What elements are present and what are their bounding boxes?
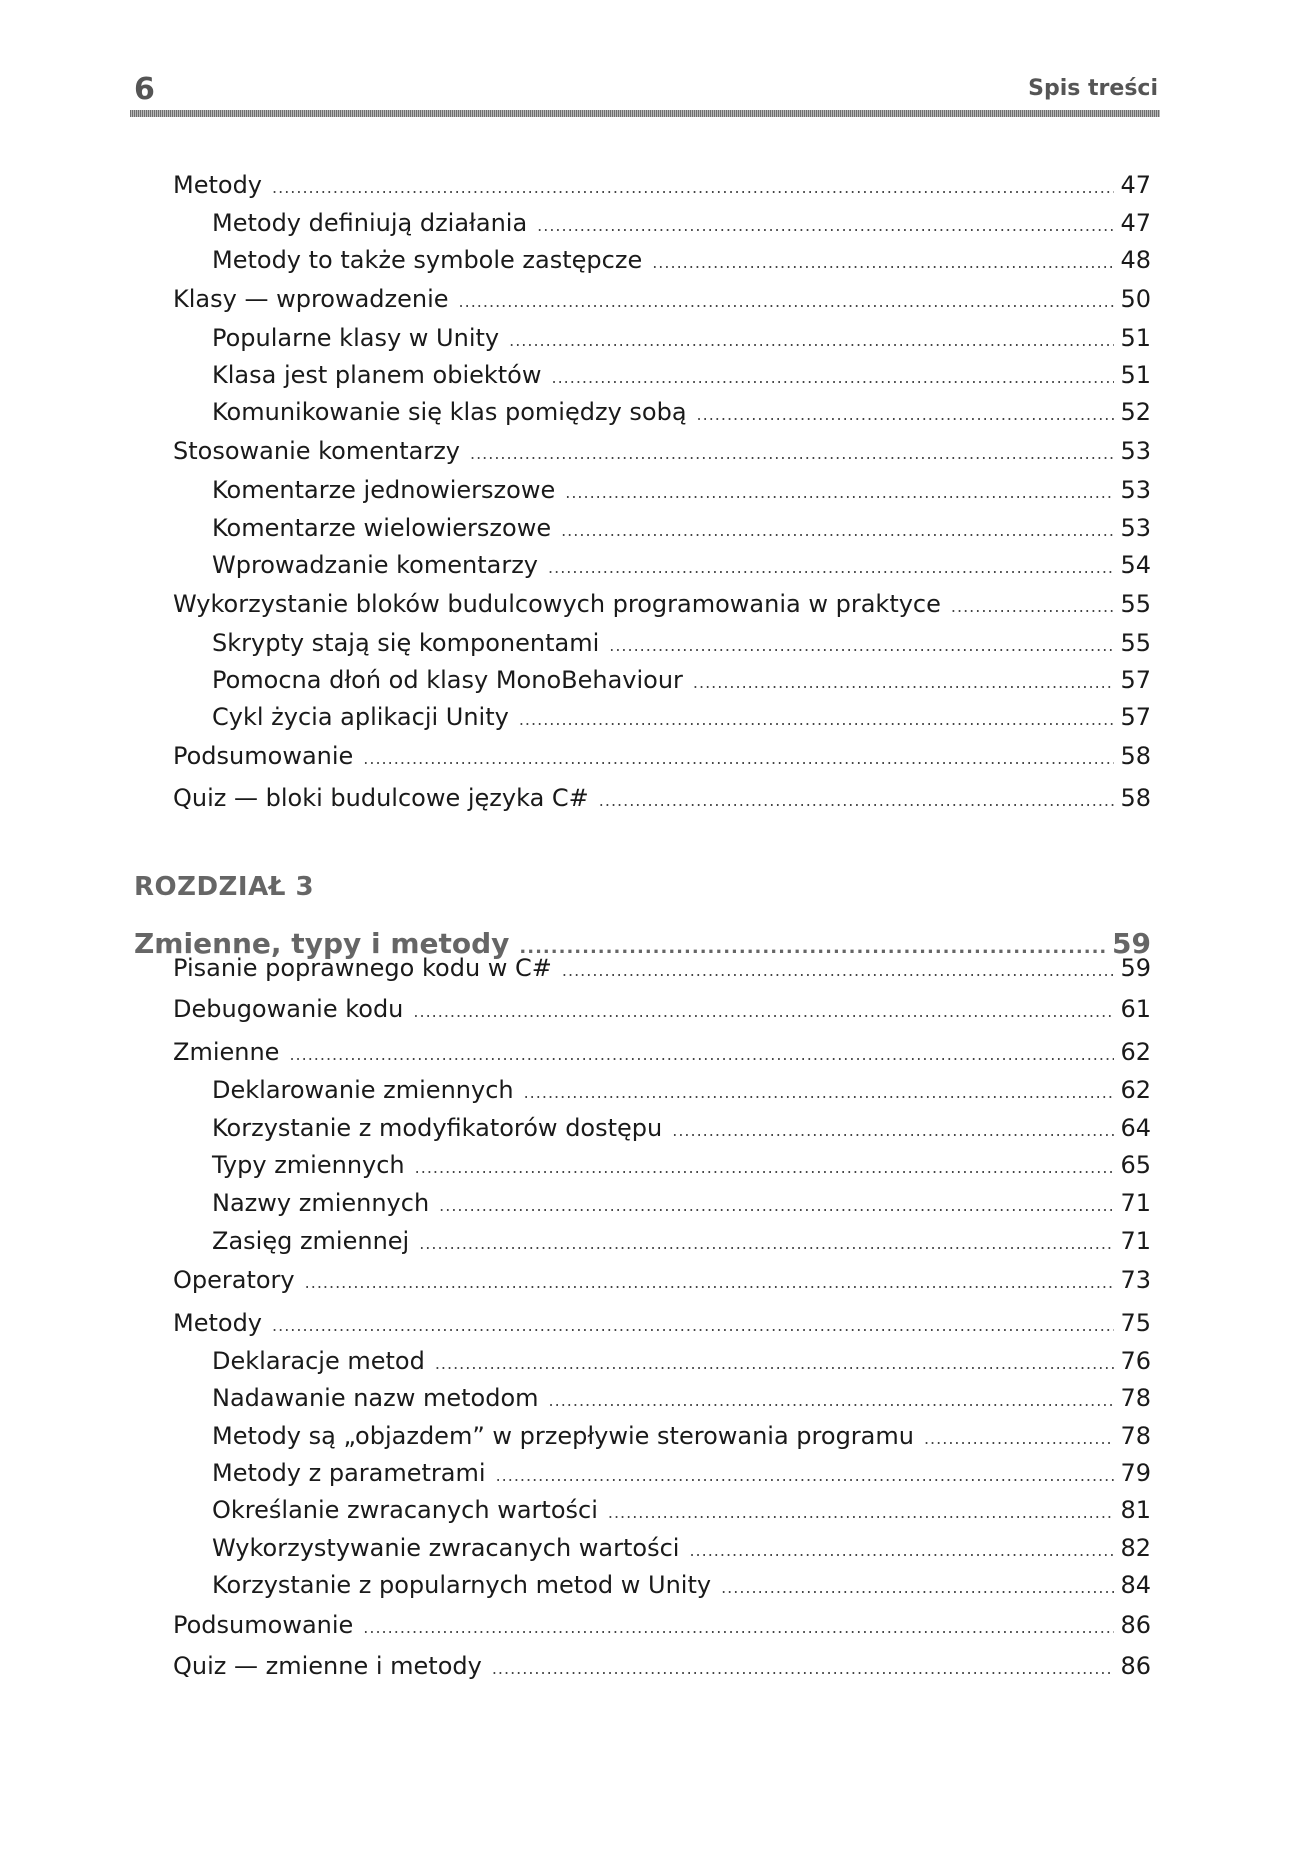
toc-entry[interactable] bbox=[212, 1148, 1151, 1182]
toc-entry[interactable] bbox=[212, 626, 1151, 660]
toc-entry-title: Wykorzystanie bloków budulcowych programowania w praktyce bbox=[173, 590, 941, 618]
toc-entry-title: Deklarowanie zmiennych bbox=[212, 1076, 514, 1104]
toc-entry-title: Stosowanie komentarzy bbox=[173, 437, 460, 465]
toc-entry-title: Zasięg zmiennej bbox=[212, 1227, 410, 1255]
toc-entry-title: Metody z parametrami bbox=[212, 1459, 486, 1487]
toc-entry-title: Klasy — wprowadzenie bbox=[173, 285, 449, 313]
toc-entry-title: Popularne klasy w Unity bbox=[212, 324, 500, 352]
toc-entry-title: Cykl życia aplikacji Unity bbox=[212, 703, 509, 731]
dot-leader bbox=[305, 1266, 1115, 1300]
toc-entry-title: Podsumowanie bbox=[173, 742, 354, 770]
toc-entry-page: 71 bbox=[1120, 1189, 1151, 1217]
toc-entry-title: Metody są „objazdem” w przepływie sterowania programu bbox=[212, 1422, 914, 1450]
toc-entry[interactable] bbox=[212, 1111, 1151, 1145]
toc-entry-title: Klasa jest planem obiektów bbox=[212, 361, 542, 389]
toc-entry-page: 82 bbox=[1120, 1534, 1151, 1562]
toc-entry-page: 62 bbox=[1120, 1076, 1151, 1104]
dot-leader bbox=[652, 246, 1114, 280]
page-number: 6 bbox=[134, 72, 155, 107]
toc-entry-title: Metody bbox=[173, 171, 263, 199]
dot-leader bbox=[289, 1038, 1114, 1072]
toc-entry-page: 48 bbox=[1120, 246, 1151, 274]
toc-entry[interactable] bbox=[212, 1073, 1151, 1107]
dot-leader bbox=[693, 666, 1115, 700]
toc-entry[interactable] bbox=[173, 1035, 1151, 1069]
chapter-title: Zmienne, typy i metody bbox=[134, 927, 510, 960]
toc-entry-page: 55 bbox=[1120, 590, 1151, 618]
dot-leader bbox=[721, 1571, 1114, 1605]
toc-entry[interactable] bbox=[173, 781, 1151, 815]
dot-leader bbox=[470, 437, 1114, 471]
toc-entry-page: 50 bbox=[1120, 285, 1151, 313]
toc-entry[interactable] bbox=[212, 1456, 1151, 1490]
toc-entry-page: 86 bbox=[1120, 1652, 1151, 1680]
toc-entry-title: Deklaracje metod bbox=[212, 1347, 425, 1375]
dot-leader bbox=[537, 209, 1114, 243]
toc-entry-page: 47 bbox=[1120, 209, 1151, 237]
dot-leader bbox=[697, 398, 1115, 432]
toc-entry[interactable] bbox=[173, 1649, 1151, 1683]
toc-entry-title: Quiz — bloki budulcowe języka C# bbox=[173, 784, 589, 812]
toc-entry-title: Wprowadzanie komentarzy bbox=[212, 551, 539, 579]
dot-leader bbox=[492, 1652, 1115, 1686]
toc-entry[interactable] bbox=[212, 1419, 1151, 1453]
toc-entry-page: 78 bbox=[1120, 1384, 1151, 1412]
toc-entry-title: Korzystanie z popularnych metod w Unity bbox=[212, 1571, 712, 1599]
dot-leader bbox=[599, 784, 1115, 818]
toc-entry-title: Pisanie poprawnego kodu w C# bbox=[173, 954, 552, 982]
toc-entry-title: Metody to także symbole zastępcze bbox=[212, 246, 643, 274]
chapter-label: ROZDZIAŁ 3 bbox=[134, 872, 315, 902]
dot-leader bbox=[524, 1076, 1115, 1110]
toc-entry[interactable] bbox=[173, 434, 1151, 468]
dot-leader bbox=[672, 1114, 1114, 1148]
toc-entry-page: 61 bbox=[1120, 995, 1151, 1023]
dot-leader bbox=[565, 476, 1114, 510]
toc-entry[interactable] bbox=[212, 700, 1151, 734]
toc-entry[interactable] bbox=[212, 1344, 1151, 1378]
toc-entry[interactable] bbox=[212, 206, 1151, 240]
toc-entry-page: 54 bbox=[1120, 551, 1151, 579]
toc-entry-page: 58 bbox=[1120, 784, 1151, 812]
dot-leader bbox=[363, 1611, 1114, 1645]
toc-entry-title: Pomocna dłoń od klasy MonoBehaviour bbox=[212, 666, 683, 694]
dot-leader bbox=[924, 1422, 1114, 1456]
toc-entry[interactable] bbox=[212, 663, 1151, 697]
dot-leader bbox=[413, 995, 1114, 1029]
running-title: Spis treści bbox=[1028, 76, 1158, 101]
dot-leader bbox=[415, 1151, 1115, 1185]
toc-entry[interactable] bbox=[212, 548, 1151, 582]
toc-entry-title: Metody definiują działania bbox=[212, 209, 528, 237]
toc-entry[interactable] bbox=[212, 1186, 1151, 1220]
toc-entry-title: Metody bbox=[173, 1309, 263, 1337]
toc-entry[interactable] bbox=[212, 243, 1151, 277]
toc-entry-page: 52 bbox=[1120, 398, 1151, 426]
dot-leader bbox=[519, 703, 1115, 737]
toc-entry-title: Skrypty stają się komponentami bbox=[212, 629, 600, 657]
toc-entry-page: 51 bbox=[1120, 361, 1151, 389]
toc-entry[interactable] bbox=[173, 587, 1151, 621]
toc-entry-page: 78 bbox=[1120, 1422, 1151, 1450]
toc-entry[interactable] bbox=[173, 992, 1151, 1026]
toc-entry-page: 81 bbox=[1120, 1496, 1151, 1524]
toc-entry-page: 84 bbox=[1120, 1571, 1151, 1599]
toc-entry[interactable] bbox=[212, 511, 1151, 545]
toc-entry-page: 73 bbox=[1120, 1266, 1151, 1294]
toc-entry-page: 62 bbox=[1120, 1038, 1151, 1066]
toc-entry[interactable] bbox=[212, 1531, 1151, 1565]
toc-entry-page: 58 bbox=[1120, 742, 1151, 770]
toc-entry-page: 47 bbox=[1120, 171, 1151, 199]
dot-leader bbox=[435, 1347, 1115, 1381]
dot-leader bbox=[561, 514, 1114, 548]
toc-entry-page: 86 bbox=[1120, 1611, 1151, 1639]
toc-entry-title: Operatory bbox=[173, 1266, 295, 1294]
toc-entry[interactable] bbox=[173, 1608, 1151, 1642]
dot-leader bbox=[272, 1309, 1114, 1343]
dot-leader bbox=[272, 171, 1114, 205]
dot-leader bbox=[419, 1227, 1114, 1261]
dot-leader bbox=[363, 742, 1114, 776]
toc-entry-title: Korzystanie z modyfikatorów dostępu bbox=[212, 1114, 663, 1142]
toc-entry[interactable] bbox=[173, 1263, 1151, 1297]
toc-entry-page: 71 bbox=[1120, 1227, 1151, 1255]
page-header bbox=[130, 66, 1160, 114]
toc-entry-page: 75 bbox=[1120, 1309, 1151, 1337]
toc-entry-title: Wykorzystywanie zwracanych wartości bbox=[212, 1534, 680, 1562]
toc-entry[interactable] bbox=[173, 1306, 1151, 1340]
dot-leader bbox=[552, 361, 1115, 395]
toc-entry-title: Komentarze jednowierszowe bbox=[212, 476, 556, 504]
dot-leader bbox=[689, 1534, 1114, 1568]
toc-entry[interactable] bbox=[212, 395, 1151, 429]
dot-leader bbox=[951, 590, 1115, 624]
toc-entry[interactable] bbox=[212, 1568, 1151, 1602]
dot-leader bbox=[439, 1189, 1114, 1223]
toc-entry-page: 53 bbox=[1120, 476, 1151, 504]
dot-leader bbox=[562, 954, 1115, 988]
dot-leader bbox=[548, 551, 1114, 585]
toc-entry-page: 51 bbox=[1120, 324, 1151, 352]
toc-entry-title: Typy zmiennych bbox=[212, 1151, 405, 1179]
toc-entry[interactable] bbox=[212, 358, 1151, 392]
dot-leader bbox=[509, 324, 1114, 358]
dot-leader bbox=[459, 285, 1115, 319]
toc-entry[interactable] bbox=[212, 1381, 1151, 1415]
toc-entry-title: Nadawanie nazw metodom bbox=[212, 1384, 539, 1412]
toc-entry-page: 76 bbox=[1120, 1347, 1151, 1375]
toc-entry[interactable] bbox=[173, 168, 1151, 202]
chapter-page-number: 59 bbox=[1112, 927, 1151, 960]
toc-entry-page: 65 bbox=[1120, 1151, 1151, 1179]
dot-leader bbox=[608, 1496, 1115, 1530]
toc-entry-title: Komentarze wielowierszowe bbox=[212, 514, 552, 542]
toc-entry-page: 55 bbox=[1120, 629, 1151, 657]
toc-entry[interactable] bbox=[212, 1493, 1151, 1527]
toc-entry[interactable] bbox=[212, 473, 1151, 507]
toc-entry-page: 64 bbox=[1120, 1114, 1151, 1142]
toc-entry[interactable] bbox=[212, 321, 1151, 355]
toc-entry-title: Komunikowanie się klas pomiędzy sobą bbox=[212, 398, 687, 426]
header-rule bbox=[130, 110, 1160, 117]
toc-entry-page: 53 bbox=[1120, 437, 1151, 465]
toc-entry[interactable] bbox=[173, 739, 1151, 773]
toc-entry-title: Debugowanie kodu bbox=[173, 995, 404, 1023]
toc-entry-title: Quiz — zmienne i metody bbox=[173, 1652, 482, 1680]
toc-entry-page: 53 bbox=[1120, 514, 1151, 542]
toc-entry-title: Określanie zwracanych wartości bbox=[212, 1496, 598, 1524]
toc-entry-title: Zmienne bbox=[173, 1038, 280, 1066]
toc-entry-title: Podsumowanie bbox=[173, 1611, 354, 1639]
dot-leader bbox=[609, 629, 1114, 663]
toc-entry-page: 57 bbox=[1120, 703, 1151, 731]
toc-entry-page: 57 bbox=[1120, 666, 1151, 694]
dot-leader bbox=[496, 1459, 1115, 1493]
toc-entry-page: 59 bbox=[1120, 954, 1151, 982]
toc-entry[interactable] bbox=[173, 282, 1151, 316]
toc-entry[interactable] bbox=[173, 951, 1151, 985]
toc-entry-page: 79 bbox=[1120, 1459, 1151, 1487]
toc-entry[interactable] bbox=[212, 1224, 1151, 1258]
toc-entry-title: Nazwy zmiennych bbox=[212, 1189, 430, 1217]
dot-leader bbox=[549, 1384, 1115, 1418]
